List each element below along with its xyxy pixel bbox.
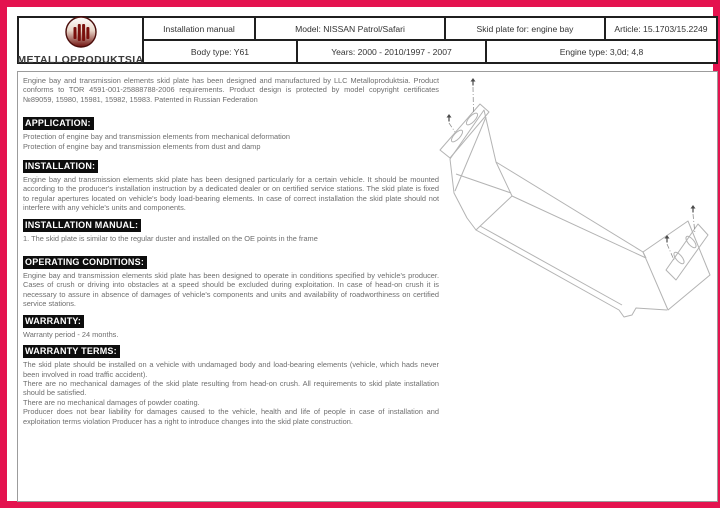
section-application [23, 117, 439, 130]
header-row-2 [144, 41, 716, 62]
header-cell-installation-manual: Installation manual [163, 23, 235, 34]
section-title-operating-conditions: OPERATING CONDITIONS: [23, 256, 147, 269]
header-cell-engine-type: Engine type: 3,0d; 4,8 [485, 41, 716, 62]
header-cell-article: Article: 15.1703/15.2249 [604, 18, 716, 39]
installation-paragraph: Engine bay and transmission elements skid plate has been designed particularly for a certain vehicle. It should be mounted according to the producer's installation instruction by a dedicated dealer or on certified service stations. The skid plate is fixed to regular apertures located on vehicle's body load-bearing elements. In case of correct installation the skid plate should not interfere with any vehicle's units and components. [23, 175, 439, 213]
section-title-warranty-terms: WARRANTY TERMS: [23, 345, 120, 358]
header-cells [144, 18, 716, 62]
application-line-2: Protection of engine bay and transmission elements from dust and damp [23, 141, 261, 151]
section-title-warranty: WARRANTY: [23, 315, 84, 328]
header-cell-model: Model: NISSAN Patrol/Safari [254, 18, 444, 39]
section-warranty [23, 315, 439, 328]
skid-plate-technical-drawing [438, 74, 720, 351]
warranty-terms-line-1: The skid plate should be installed on a vehicle with undamaged body and load-bearing elements (vehicle, which hads never been involved in road traffic accident). [23, 360, 439, 379]
section-warranty-terms [23, 345, 439, 358]
header-row-1 [144, 18, 716, 41]
section-title-installation: INSTALLATION: [23, 160, 98, 173]
text-column [23, 76, 439, 426]
section-title-application: APPLICATION: [23, 117, 94, 130]
header-cell-skid-plate-for: Skid plate for: engine bay [444, 18, 604, 39]
warranty-terms-line-3: There are no mechanical damages of powder coating. [23, 397, 200, 407]
document-body [17, 71, 718, 502]
operating-conditions-paragraph: Engine bay and transmission elements skid plate has been designed to operate in conditions specified by vehicle's producer. Cases of crush or driving into obstacles at a speed should be excluded during exploitation. In case of head-on crush it is necessary to assure in absence of damages of vehicle's components and units and availability of roadworthiness on certified service stations. [23, 271, 439, 309]
warranty-line: Warranty period - 24 months. [23, 329, 119, 339]
brand-name: METALLOPRODUKTSIA [17, 53, 144, 66]
header-cell-body-type: Body type: Y61 [190, 46, 250, 57]
logo-cell [17, 18, 144, 66]
section-title-installation-manual: INSTALLATION MANUAL: [23, 219, 141, 232]
bolt-icon [447, 78, 696, 243]
warranty-terms-line-4: Producer does not bear liability for damages caused to the vehicle, health and life of people in case of installation and exploitation terms violation Producer has a right to introduce changes into the skid plate construction. [23, 407, 439, 426]
header-table [17, 16, 718, 64]
intro-paragraph: Engine bay and transmission elements skid plate has been designed and manufactured by LLC Metalloproduktsia. Product conforms to TOR 4591-001-25888788-2006 requirements. Product design is protected by model copyright certificates №89059, 15980, 15981, 15982, 15983. Patented in Russian Federation [23, 76, 439, 104]
section-installation-manual [23, 219, 439, 232]
warranty-terms-line-2: There are no mechanical damages of the skid plate resulting from head-on crush. All requirements to skid plate installation should be satisfied. [23, 378, 439, 398]
installation-manual-line: 1. The skid plate is similar to the regular duster and installed on the OE points in the frame [23, 233, 318, 243]
header-cell-years: Years: 2000 - 2010/1997 - 2007 [296, 41, 485, 62]
section-installation [23, 160, 439, 173]
application-line-1: Protection of engine bay and transmission elements from mechanical deformation [23, 132, 291, 142]
metalloproduktsia-logo-icon [64, 16, 98, 54]
section-operating-conditions [23, 256, 439, 269]
